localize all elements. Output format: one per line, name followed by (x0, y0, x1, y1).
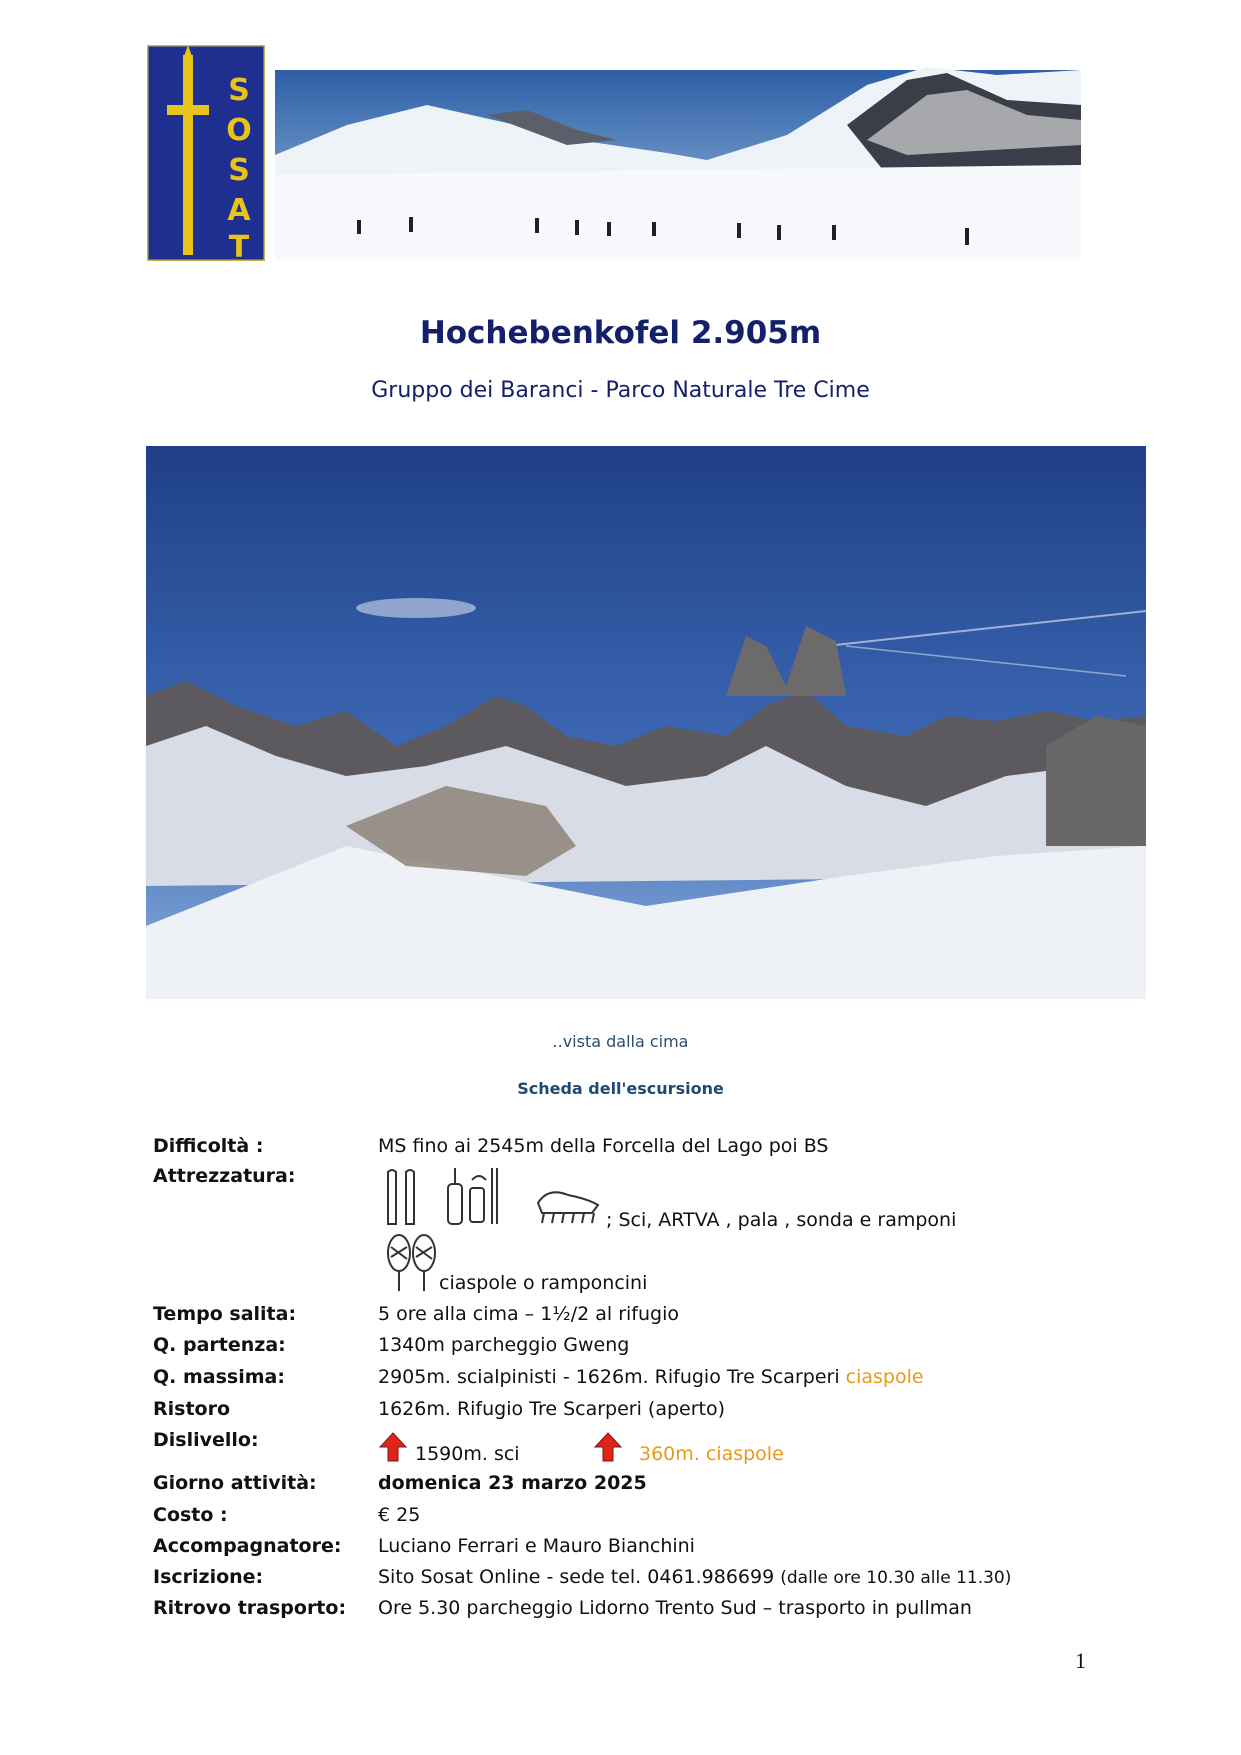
value-iscrizione-text: Sito Sosat Online - sede tel. 0461.986699 (378, 1566, 775, 1588)
value-iscrizione (378, 1566, 1011, 1588)
crampons-icon (534, 1183, 604, 1227)
label-attrezzatura: Attrezzatura: (153, 1165, 296, 1187)
red-up-arrow-icon (379, 1432, 407, 1462)
label-giorno: Giorno attività: (153, 1472, 317, 1494)
value-dislivello-sci: 1590m. sci (415, 1443, 520, 1465)
svg-text:S: S (228, 73, 250, 108)
value-dislivello-ciaspole: 360m. ciaspole (639, 1443, 784, 1465)
label-difficolta: Difficoltà : (153, 1135, 264, 1157)
section-title: Scheda dell'escursione (517, 1079, 724, 1098)
page-subtitle: Gruppo dei Baranci - Parco Naturale Tre Cime (371, 378, 870, 403)
sosat-logo (147, 45, 265, 261)
label-ritrovo: Ritrovo trasporto: (153, 1597, 347, 1619)
value-difficolta: MS fino ai 2545m della Forcella del Lago poi BS (378, 1135, 829, 1157)
value-iscrizione-orari: (dalle ore 10.30 alle 11.30) (780, 1568, 1012, 1588)
label-iscrizione: Iscrizione: (153, 1566, 264, 1588)
svg-text:S: S (228, 153, 250, 188)
label-dislivello: Dislivello: (153, 1429, 259, 1451)
value-accompagnatore: Luciano Ferrari e Mauro Bianchini (378, 1535, 695, 1557)
value-massima-text: 2905m. scialpinisti - 1626m. Rifugio Tre Scarperi (378, 1366, 840, 1388)
ski-shovel-artva-icon (382, 1168, 502, 1230)
page-number: 1 (1075, 1648, 1086, 1673)
svg-text:A: A (227, 193, 251, 228)
value-giorno: domenica 23 marzo 2025 (378, 1472, 647, 1494)
label-costo: Costo : (153, 1504, 228, 1526)
summit-photo (146, 446, 1146, 999)
value-ritrovo: Ore 5.30 parcheggio Lidorno Trento Sud – trasporto in pullman (378, 1597, 972, 1619)
value-massima-ciaspole: ciaspole (845, 1366, 924, 1388)
red-up-arrow-icon (594, 1432, 622, 1462)
value-ristoro: 1626m. Rifugio Tre Scarperi (aperto) (378, 1398, 726, 1420)
page-title: Hochebenkofel 2.905m (419, 315, 822, 351)
label-partenza: Q. partenza: (153, 1334, 286, 1356)
label-massima: Q. massima: (153, 1366, 285, 1388)
svg-text:O: O (226, 113, 252, 148)
value-costo: € 25 (378, 1504, 421, 1526)
snowshoes-icon (386, 1233, 438, 1293)
svg-text:T: T (228, 230, 250, 261)
photo-caption: ..vista dalla cima (552, 1032, 689, 1051)
value-partenza: 1340m parcheggio Gweng (378, 1334, 630, 1356)
label-ristoro: Ristoro (153, 1398, 231, 1420)
value-attrezzatura-1: ; Sci, ARTVA , pala , sonda e ramponi (606, 1209, 957, 1231)
label-accompagnatore: Accompagnatore: (153, 1535, 342, 1557)
label-tempo: Tempo salita: (153, 1303, 297, 1325)
value-attrezzatura-2: ciaspole o ramponcini (439, 1272, 648, 1294)
header-banner (147, 45, 1083, 261)
value-massima (378, 1366, 924, 1388)
value-tempo: 5 ore alla cima – 1½/2 al rifugio (378, 1303, 679, 1325)
